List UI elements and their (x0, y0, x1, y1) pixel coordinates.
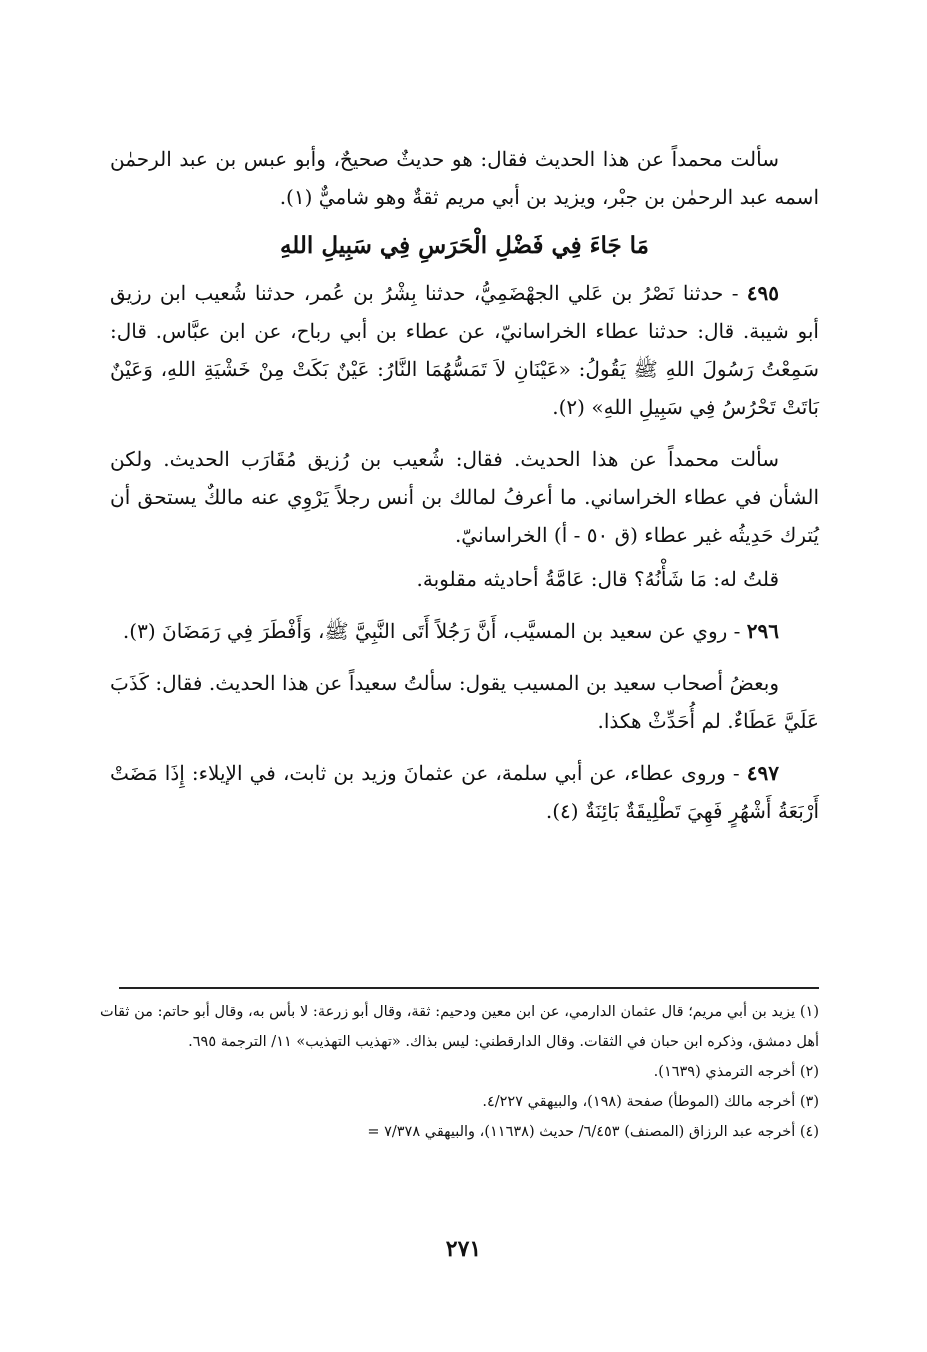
chapter-heading: مَا جَاءَ فِي فَضْلِ الْحَرَسِ فِي سَبِيلِ اللهِ (279, 232, 650, 259)
main-text (110, 140, 819, 836)
hadith-497 (110, 754, 819, 830)
footnote-1 (100, 997, 819, 1057)
hadith-496 (110, 612, 819, 650)
footnote-text: أخرجه عبد الرزاق (المصنف) ٦/٤٥٣/ حديث (١١٦٣٨)، والبيهقي ٧/٣٧٨ = (367, 1124, 796, 1140)
paragraph-3: سألت محمداً عن هذا الحديث. فقال: شُعيب بن رُزيق مُقَارَب الحديث. ولكن الشأن في عطاء الخراساني. ما أعرفُ لمالك بن أنس رجلاً يَرْوِي عنه مالكٌ يستحق أن يُترك حَدِيثُه غير عطاء (ق ٥٠ - أ) الخراسانيّ. (110, 447, 819, 547)
footnote-4 (100, 1117, 819, 1147)
footnote-marker: (١) (799, 1004, 820, 1020)
footnote-text: يزيد بن أبي مريم؛ قال عثمان الدارمي، عن ابن معين ودحيم: ثقة، وقال أبو زرعة: لا بأس به، وقال أبو حاتم: من ثقات أهل دمشق، وذكره ابن حبان في الثقات. وقال الدارقطني: ليس بذاك. «تهذيب التهذيب» ١١/ الترجمة ٦٩٥. (100, 1004, 819, 1050)
footnote-marker: (٤) (799, 1124, 819, 1140)
hadith-text: - روي عن سعيد بن المسيَّب، أَنَّ رَجُلاً أَتَى النَّبِيَّ ﷺ، وَأَفْطَرَ فِي رَمَضَانَ (٣). (122, 619, 741, 643)
footnote-divider (119, 987, 819, 989)
paragraph-1: سألت محمداً عن هذا الحديث فقال: هو حديثٌ صحيحٌ، وأبو عبس بن عبد الرحمٰن اسمه عبد الرحمٰن بن جبْر، ويزيد بن أبي مريم ثقةٌ وهو شاميٌّ (١). (110, 147, 819, 209)
page-number: ٢٧١ (445, 1236, 482, 1262)
footnote-text: أخرجه مالك (الموطأ) صفحة (١٩٨)، والبيهقي ٤/٢٢٧. (482, 1094, 796, 1110)
hadith-number: ٤٩٥ (746, 281, 779, 305)
footnote-text: أخرجه الترمذي (١٦٣٩). (653, 1064, 796, 1080)
hadith-number: ٢٩٦ (746, 619, 779, 643)
hadith-text: - حدثنا نَصْرُ بن عَلي الجهْضَمِيُّ، حدثنا بِشْرُ بن عُمر، حدثنا شُعيب ابن رزيق أبو شيبة. قال: حدثنا عطاء الخراسانيّ، عن عطاء بن أبي رباح، عن ابن عبَّاس. قال: سَمِعْتُ رَسُولَ اللهِ ﷺ يَقُولُ: «عَيْنَانِ لاَ تَمَسُّهُمَا النَّارُ: عَيْنٌ بَكَتْ مِنْ خَشْيَةِ اللهِ، وَعَيْنٌ بَاتَتْ تَحْرُسُ فِي سَبِيلِ اللهِ» (٢). (110, 281, 819, 419)
hadith-495 (110, 274, 819, 426)
hadith-number: ٤٩٧ (746, 761, 779, 785)
footnote-marker: (٣) (799, 1094, 819, 1110)
footnote-3 (100, 1087, 819, 1117)
footnotes (100, 997, 819, 1147)
footnote-2 (100, 1057, 819, 1087)
paragraph-4: قلتُ له: مَا شَأْنُهُ؟ قال: عَامَّةُ أحاديثه مقلوبة. (416, 567, 779, 591)
footnote-marker: (٢) (799, 1064, 819, 1080)
paragraph-6: وبعضُ أصحاب سعيد بن المسيب يقول: سألتُ سعيداً عن هذا الحديث. فقال: كَذَبَ عَلَيَّ عَطَاءٌ. لم أُحَدِّثْ هكذا. (110, 671, 819, 733)
hadith-text: - وروى عطاء، عن أبي سلمة، عن عثمانَ وزيد بن ثابت، في الإيلاء: إِذَا مَضَتْ أَرْبَعَةُ أَشْهُرٍ فَهِيَ تَطْلِيقَةٌ بَائِنَةٌ (٤). (110, 761, 819, 823)
